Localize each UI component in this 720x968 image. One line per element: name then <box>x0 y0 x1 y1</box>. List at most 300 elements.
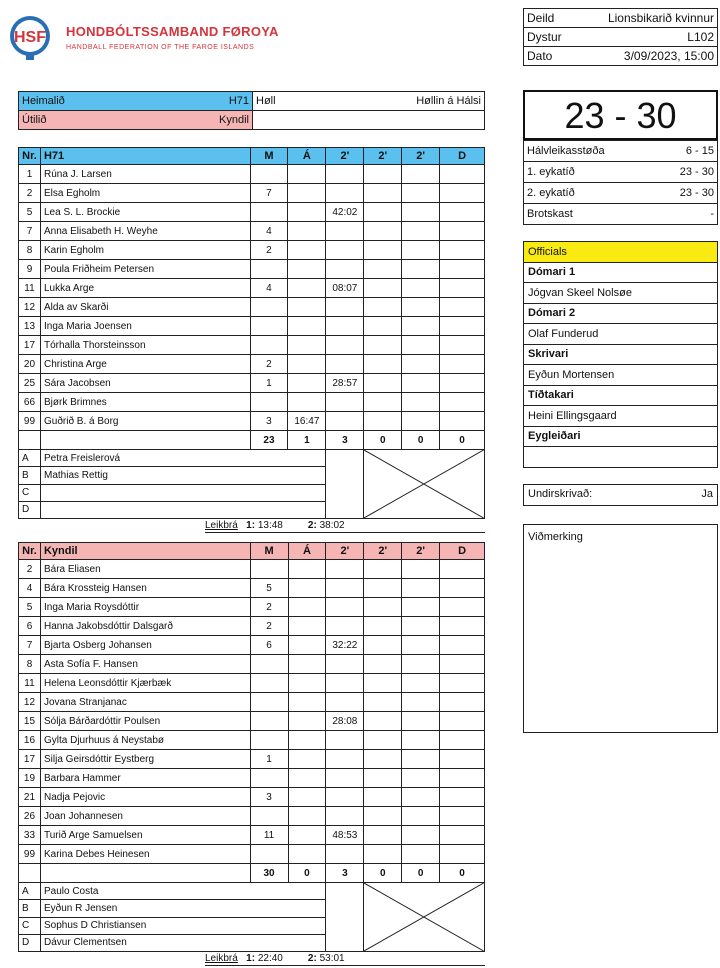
player-stat-t2 <box>364 298 402 317</box>
player-name: Lea S. L. Brockie <box>40 203 250 222</box>
player-stat-t3 <box>402 222 440 241</box>
player-stat-t1 <box>326 674 364 693</box>
player-stat-t2 <box>364 788 402 807</box>
col-team: H71 <box>40 148 250 165</box>
official-name-row <box>524 447 718 468</box>
player-stat-t3 <box>402 203 440 222</box>
player-stat-m: 4 <box>250 222 288 241</box>
table-row <box>19 336 485 355</box>
player-name: Bjarta Osberg Johansen <box>40 636 250 655</box>
official-role-row <box>524 344 718 365</box>
player-stat-t3 <box>402 693 440 712</box>
official-role: Dómari 1 <box>524 262 718 283</box>
player-number: 5 <box>19 598 41 617</box>
player-stat-m: 1 <box>250 374 288 393</box>
player-stat-a <box>288 598 326 617</box>
player-stat-t3 <box>402 845 440 864</box>
player-stat-t1 <box>326 598 364 617</box>
official-name <box>40 501 325 518</box>
player-stat-m <box>250 336 288 355</box>
player-name: Poula Friðheim Petersen <box>40 260 250 279</box>
official-name: Mathias Rettig <box>40 467 325 484</box>
player-stat-t1: 42:02 <box>326 203 364 222</box>
player-stat-m: 11 <box>250 826 288 845</box>
brand-subtitle: HANDBALL FEDERATION OF THE FAROE ISLANDS <box>66 44 255 51</box>
away-name: Kyndil <box>219 114 249 126</box>
match-info-value: 3/09/2023, 15:00 <box>623 49 714 63</box>
player-stat-m <box>250 298 288 317</box>
player-stat-t3 <box>402 241 440 260</box>
table-row <box>19 845 485 864</box>
player-stat-t2 <box>364 393 402 412</box>
venue-empty-cell <box>253 111 485 130</box>
player-stat-m <box>250 712 288 731</box>
player-stat-d <box>440 184 485 203</box>
player-stat-d <box>440 750 485 769</box>
officials-title-row <box>524 242 718 263</box>
half-score-row <box>524 141 718 162</box>
table-row <box>19 579 485 598</box>
player-name: Rúna J. Larsen <box>40 165 250 184</box>
final-score: 23 - 30 <box>523 90 718 140</box>
timeout2-value: 38:02 <box>319 520 345 531</box>
table-row <box>19 826 485 845</box>
official-person: Jógvan Skeel Nolsøe <box>524 283 718 304</box>
total-t3: 0 <box>402 431 440 450</box>
signed-label: Undirskrivað: <box>528 488 593 500</box>
player-stat-t2 <box>364 165 402 184</box>
home-label: Heimalið <box>22 95 65 107</box>
col-header: 2' <box>364 148 402 165</box>
official-letter: D <box>19 501 41 518</box>
player-number: 2 <box>19 184 41 203</box>
player-stat-t1 <box>326 617 364 636</box>
match-info-row <box>524 9 718 28</box>
col-header: 2' <box>402 543 440 560</box>
player-stat-t3 <box>402 393 440 412</box>
official-name-row <box>524 324 718 345</box>
player-stat-t2 <box>364 374 402 393</box>
player-stat-t3 <box>402 355 440 374</box>
player-stat-t2 <box>364 731 402 750</box>
half-score-label: 1. eykatíð <box>527 166 575 178</box>
official-letter: C <box>19 917 41 934</box>
official-name: Paulo Costa <box>40 883 325 900</box>
total-t1: 3 <box>326 864 364 883</box>
player-number: 16 <box>19 731 41 750</box>
col-header: D <box>440 148 485 165</box>
player-stat-t3 <box>402 336 440 355</box>
player-stat-a <box>288 184 326 203</box>
totals-empty <box>19 864 41 883</box>
roster-header-row <box>19 543 485 560</box>
table-row <box>19 298 485 317</box>
player-name: Christina Arge <box>40 355 250 374</box>
player-stat-m <box>250 674 288 693</box>
player-stat-t3 <box>402 712 440 731</box>
player-stat-t1: 48:53 <box>326 826 364 845</box>
player-name: Karin Egholm <box>40 241 250 260</box>
player-name: Lukka Arge <box>40 279 250 298</box>
player-stat-d <box>440 393 485 412</box>
player-stat-m <box>250 655 288 674</box>
player-stat-t3 <box>402 184 440 203</box>
player-number: 2 <box>19 560 41 579</box>
player-stat-a <box>288 674 326 693</box>
away-timeouts <box>205 953 345 964</box>
player-stat-t1 <box>326 769 364 788</box>
half-score-cell <box>524 204 718 225</box>
player-stat-t2 <box>364 560 402 579</box>
player-stat-t3 <box>402 279 440 298</box>
player-stat-d <box>440 788 485 807</box>
player-stat-t1 <box>326 393 364 412</box>
player-name: Tórhalla Thorsteinsson <box>40 336 250 355</box>
away-team-cell <box>19 111 253 130</box>
half-score-cell <box>524 162 718 183</box>
player-stat-t1 <box>326 298 364 317</box>
player-number: 33 <box>19 826 41 845</box>
col-header: M <box>250 543 288 560</box>
col-header: D <box>440 543 485 560</box>
player-stat-t3 <box>402 412 440 431</box>
player-stat-a <box>288 769 326 788</box>
table-row <box>19 222 485 241</box>
player-stat-t1 <box>326 693 364 712</box>
table-row <box>19 636 485 655</box>
player-stat-t2 <box>364 750 402 769</box>
hsf-logo <box>8 10 56 62</box>
match-info-label: Dato <box>527 49 553 63</box>
player-stat-t2 <box>364 712 402 731</box>
player-number: 17 <box>19 750 41 769</box>
total-d: 0 <box>440 864 485 883</box>
player-stat-t1: 28:08 <box>326 712 364 731</box>
half-scores <box>523 140 718 225</box>
player-name: Helena Leonsdóttir Kjærbæk <box>40 674 250 693</box>
player-stat-d <box>440 674 485 693</box>
player-stat-t1 <box>326 579 364 598</box>
match-info-value: Lionsbikarið kvinnur <box>607 11 714 25</box>
player-stat-t1 <box>326 845 364 864</box>
player-stat-m: 2 <box>250 617 288 636</box>
table-row <box>19 560 485 579</box>
table-row <box>19 693 485 712</box>
col-header: 2' <box>364 543 402 560</box>
match-info-row <box>524 28 718 47</box>
officials-box <box>523 241 718 468</box>
official-letter: A <box>19 450 41 467</box>
player-stat-a <box>288 222 326 241</box>
player-number: 26 <box>19 807 41 826</box>
player-number: 20 <box>19 355 41 374</box>
player-stat-t1 <box>326 165 364 184</box>
total-d: 0 <box>440 431 485 450</box>
player-stat-t1: 28:57 <box>326 374 364 393</box>
player-stat-a <box>288 617 326 636</box>
player-name: Karina Debes Heinesen <box>40 845 250 864</box>
table-row <box>19 393 485 412</box>
player-stat-t1 <box>326 336 364 355</box>
player-name: Turið Arge Samuelsen <box>40 826 250 845</box>
totals-row <box>19 431 485 450</box>
player-number: 8 <box>19 655 41 674</box>
team-official-row <box>19 883 485 900</box>
table-row <box>19 788 485 807</box>
player-number: 5 <box>19 203 41 222</box>
match-info-value: L102 <box>687 30 714 44</box>
table-row <box>19 279 485 298</box>
remarks-box <box>523 524 718 733</box>
player-stat-t3 <box>402 731 440 750</box>
timeout2-label: 2: <box>307 953 317 964</box>
official-person <box>524 447 718 468</box>
home-team-cell <box>19 92 253 111</box>
official-name-row <box>524 406 718 427</box>
player-name: Hanna Jakobsdóttir Dalsgarð <box>40 617 250 636</box>
player-number: 8 <box>19 241 41 260</box>
half-score-value: 23 - 30 <box>679 187 714 199</box>
player-stat-t2 <box>364 674 402 693</box>
player-stat-t2 <box>364 203 402 222</box>
player-number: 11 <box>19 279 41 298</box>
remarks-label: Viðmerking <box>528 531 583 543</box>
player-number: 12 <box>19 298 41 317</box>
player-stat-m <box>250 317 288 336</box>
player-name: Inga Maria Roysdóttir <box>40 598 250 617</box>
cross-mark-icon <box>364 450 484 518</box>
col-header: Á <box>288 148 326 165</box>
total-m: 23 <box>250 431 288 450</box>
player-number: 66 <box>19 393 41 412</box>
match-info <box>523 8 718 66</box>
half-score-label: 2. eykatíð <box>527 187 575 199</box>
player-stat-d <box>440 712 485 731</box>
player-stat-t3 <box>402 317 440 336</box>
player-stat-m <box>250 845 288 864</box>
official-letter: B <box>19 467 41 484</box>
player-stat-a <box>288 579 326 598</box>
totals-empty <box>40 864 250 883</box>
total-t3: 0 <box>402 864 440 883</box>
player-stat-a <box>288 560 326 579</box>
player-stat-a <box>288 693 326 712</box>
official-person: Olaf Funderud <box>524 324 718 345</box>
player-stat-m <box>250 560 288 579</box>
player-number: 99 <box>19 412 41 431</box>
timeout1-value: 13:48 <box>257 520 283 531</box>
player-stat-t2 <box>364 617 402 636</box>
home-timeouts <box>205 520 345 531</box>
player-stat-t2 <box>364 260 402 279</box>
player-name: Asta Sofía F. Hansen <box>40 655 250 674</box>
player-stat-t3 <box>402 788 440 807</box>
player-stat-t1 <box>326 355 364 374</box>
player-stat-t2 <box>364 807 402 826</box>
player-stat-t2 <box>364 355 402 374</box>
player-stat-t1 <box>326 412 364 431</box>
total-m: 30 <box>250 864 288 883</box>
player-number: 11 <box>19 674 41 693</box>
player-stat-m: 3 <box>250 788 288 807</box>
official-name-row <box>524 365 718 386</box>
official-letter: C <box>19 484 41 501</box>
player-stat-t3 <box>402 636 440 655</box>
official-name-row <box>524 283 718 304</box>
player-stat-a <box>288 298 326 317</box>
player-name: Silja Geirsdóttir Eystberg <box>40 750 250 769</box>
official-role-row <box>524 426 718 447</box>
timeout1-label: 1: <box>246 520 256 531</box>
player-stat-d <box>440 807 485 826</box>
signed-value: Ja <box>701 488 713 500</box>
match-info-cell <box>524 47 718 66</box>
player-stat-t3 <box>402 598 440 617</box>
official-role: Eygleiðari <box>524 426 718 447</box>
match-info-cell <box>524 28 718 47</box>
player-stat-a <box>288 712 326 731</box>
total-t1: 3 <box>326 431 364 450</box>
player-stat-t2 <box>364 241 402 260</box>
table-row <box>19 165 485 184</box>
match-info-row <box>524 47 718 66</box>
official-person: Eyðun Mortensen <box>524 365 718 386</box>
player-stat-t3 <box>402 655 440 674</box>
official-person: Heini Ellingsgaard <box>524 406 718 427</box>
teams-header <box>18 91 485 130</box>
signed-box <box>523 484 718 506</box>
half-score-label: Brotskast <box>527 208 573 220</box>
total-t2: 0 <box>364 864 402 883</box>
player-stat-d <box>440 598 485 617</box>
player-stat-t1 <box>326 750 364 769</box>
player-stat-d <box>440 279 485 298</box>
player-stat-t1 <box>326 807 364 826</box>
cross-mark-icon <box>364 883 484 951</box>
official-cross-cell <box>364 450 485 519</box>
player-stat-d <box>440 845 485 864</box>
player-number: 99 <box>19 845 41 864</box>
player-stat-a <box>288 279 326 298</box>
player-stat-t1 <box>326 731 364 750</box>
player-stat-d <box>440 374 485 393</box>
player-stat-t1 <box>326 655 364 674</box>
player-name: Guðrið B. á Borg <box>40 412 250 431</box>
table-row <box>19 731 485 750</box>
player-stat-m <box>250 769 288 788</box>
player-name: Gylta Djurhuus á Neystabø <box>40 731 250 750</box>
player-stat-m: 7 <box>250 184 288 203</box>
player-stat-m <box>250 203 288 222</box>
half-score-label: Hálvleikasstøða <box>527 145 605 157</box>
player-stat-t1 <box>326 260 364 279</box>
player-stat-m: 2 <box>250 355 288 374</box>
match-info-label: Dystur <box>527 30 562 44</box>
player-stat-d <box>440 655 485 674</box>
player-number: 7 <box>19 222 41 241</box>
player-stat-t2 <box>364 184 402 203</box>
venue-cell <box>253 92 485 111</box>
player-stat-d <box>440 317 485 336</box>
player-number: 12 <box>19 693 41 712</box>
player-number: 19 <box>19 769 41 788</box>
player-stat-t3 <box>402 769 440 788</box>
player-stat-t3 <box>402 750 440 769</box>
half-score-row <box>524 162 718 183</box>
player-number: 6 <box>19 617 41 636</box>
player-stat-d <box>440 222 485 241</box>
player-name: Nadja Pejovic <box>40 788 250 807</box>
player-stat-a <box>288 336 326 355</box>
player-name: Alda av Skarði <box>40 298 250 317</box>
player-name: Inga Maria Joensen <box>40 317 250 336</box>
player-stat-t2 <box>364 279 402 298</box>
col-header: M <box>250 148 288 165</box>
player-stat-t3 <box>402 579 440 598</box>
table-row <box>19 617 485 636</box>
player-stat-t3 <box>402 260 440 279</box>
player-name: Sára Jacobsen <box>40 374 250 393</box>
official-role: Dómari 2 <box>524 303 718 324</box>
col-header: 2' <box>326 543 364 560</box>
player-stat-t1: 08:07 <box>326 279 364 298</box>
half-score-value: 23 - 30 <box>679 166 714 178</box>
player-number: 1 <box>19 165 41 184</box>
player-stat-d <box>440 731 485 750</box>
player-stat-m: 1 <box>250 750 288 769</box>
player-stat-t3 <box>402 807 440 826</box>
player-number: 13 <box>19 317 41 336</box>
player-stat-m <box>250 393 288 412</box>
timeout-label: Leikbrá <box>205 953 238 964</box>
table-row <box>19 317 485 336</box>
official-name: Dávur Clementsen <box>40 934 325 951</box>
player-stat-m: 5 <box>250 579 288 598</box>
table-row <box>19 355 485 374</box>
player-stat-a <box>288 750 326 769</box>
player-number: 25 <box>19 374 41 393</box>
match-info-cell <box>524 9 718 28</box>
official-role-row <box>524 303 718 324</box>
half-score-row <box>524 204 718 225</box>
half-score-value: 6 - 15 <box>685 145 714 157</box>
totals-empty <box>19 431 41 450</box>
player-stat-a <box>288 317 326 336</box>
player-stat-d <box>440 298 485 317</box>
timeout1-value: 22:40 <box>257 953 283 964</box>
table-row <box>19 184 485 203</box>
player-stat-d <box>440 203 485 222</box>
col-nr: Nr. <box>19 543 41 560</box>
player-stat-t2 <box>364 655 402 674</box>
player-stat-m <box>250 693 288 712</box>
player-number: 9 <box>19 260 41 279</box>
table-row <box>19 412 485 431</box>
table-row <box>19 260 485 279</box>
official-blank <box>326 883 364 952</box>
player-stat-m: 2 <box>250 598 288 617</box>
player-stat-d <box>440 260 485 279</box>
player-stat-t1 <box>326 184 364 203</box>
player-stat-t3 <box>402 826 440 845</box>
player-stat-a <box>288 826 326 845</box>
player-stat-m: 4 <box>250 279 288 298</box>
player-stat-a <box>288 788 326 807</box>
half-score-value: - <box>710 208 714 220</box>
col-team: Kyndil <box>40 543 250 560</box>
player-stat-d <box>440 336 485 355</box>
player-stat-t1: 32:22 <box>326 636 364 655</box>
